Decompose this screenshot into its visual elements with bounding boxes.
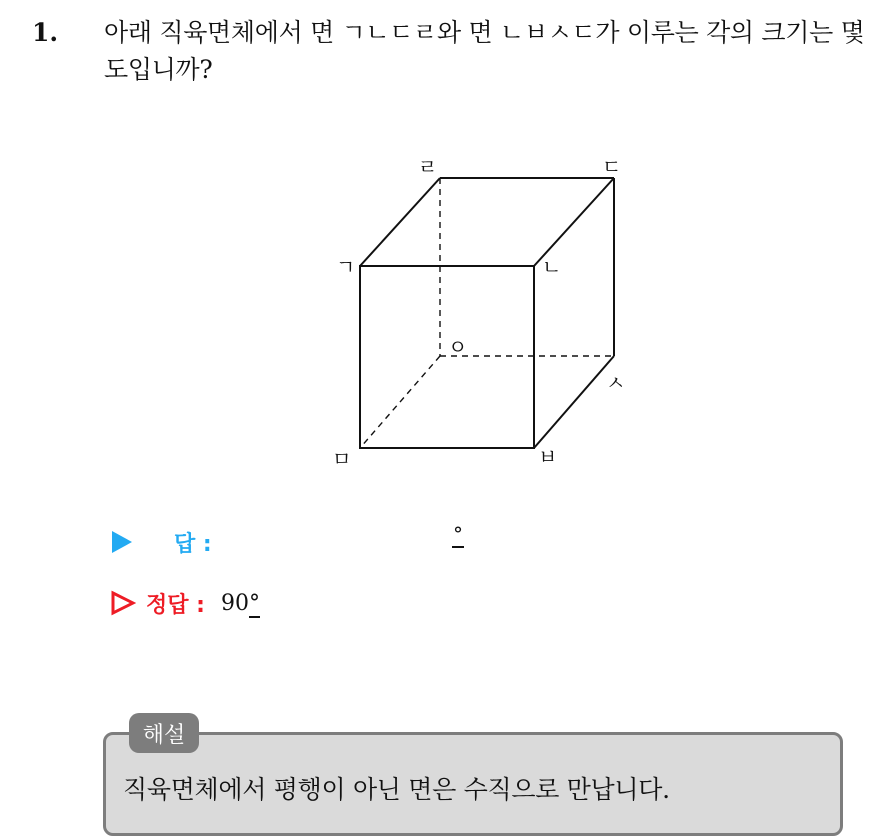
front-face [360,266,534,448]
cuboid-figure [320,150,640,480]
play-triangle-icon [112,531,132,553]
correct-answer-value [221,591,260,616]
vertex-label-ieung: ㅇ [448,335,468,359]
hidden-edge-ieung-mieum [360,356,440,448]
explanation-text: 직육면체에서 평행이 아닌 면은 수직으로 만납니다. [123,775,670,804]
vertex-label-mieum: ㅁ [332,447,352,471]
correct-answer-label: 정답 : [146,592,205,618]
answer-label: 답 : [174,531,212,557]
correct-answer-row [110,586,260,620]
vertex-label-giyeok: ㄱ [336,255,356,279]
vertex-label-bieup: ㅂ [538,445,558,469]
vertex-label-digeut: ㄷ [602,155,622,179]
vertex-label-nieun: ㄴ [542,255,562,279]
answer-row [112,525,212,559]
question-text: 아래 직육면체에서 면 ㄱㄴㄷㄹ와 면 ㄴㅂㅅㄷ가 이루는 각의 크기는 몇 도입니까? [104,18,865,84]
answer-blank[interactable]: ° [453,522,463,546]
correct-answer-number: 90 [220,590,249,616]
edge-giyeok-rieul [360,178,440,266]
edge-nieun-digeut [534,178,614,266]
question-number: 1. [32,18,59,47]
explanation-tab: 해설 [129,713,199,753]
outline-triangle-icon [110,590,136,616]
vertex-label-siot: ㅅ [606,371,626,395]
correct-answer-unit: ° [248,590,260,616]
vertex-label-rieul: ㄹ [418,155,438,179]
edge-bieup-siot [534,356,614,448]
